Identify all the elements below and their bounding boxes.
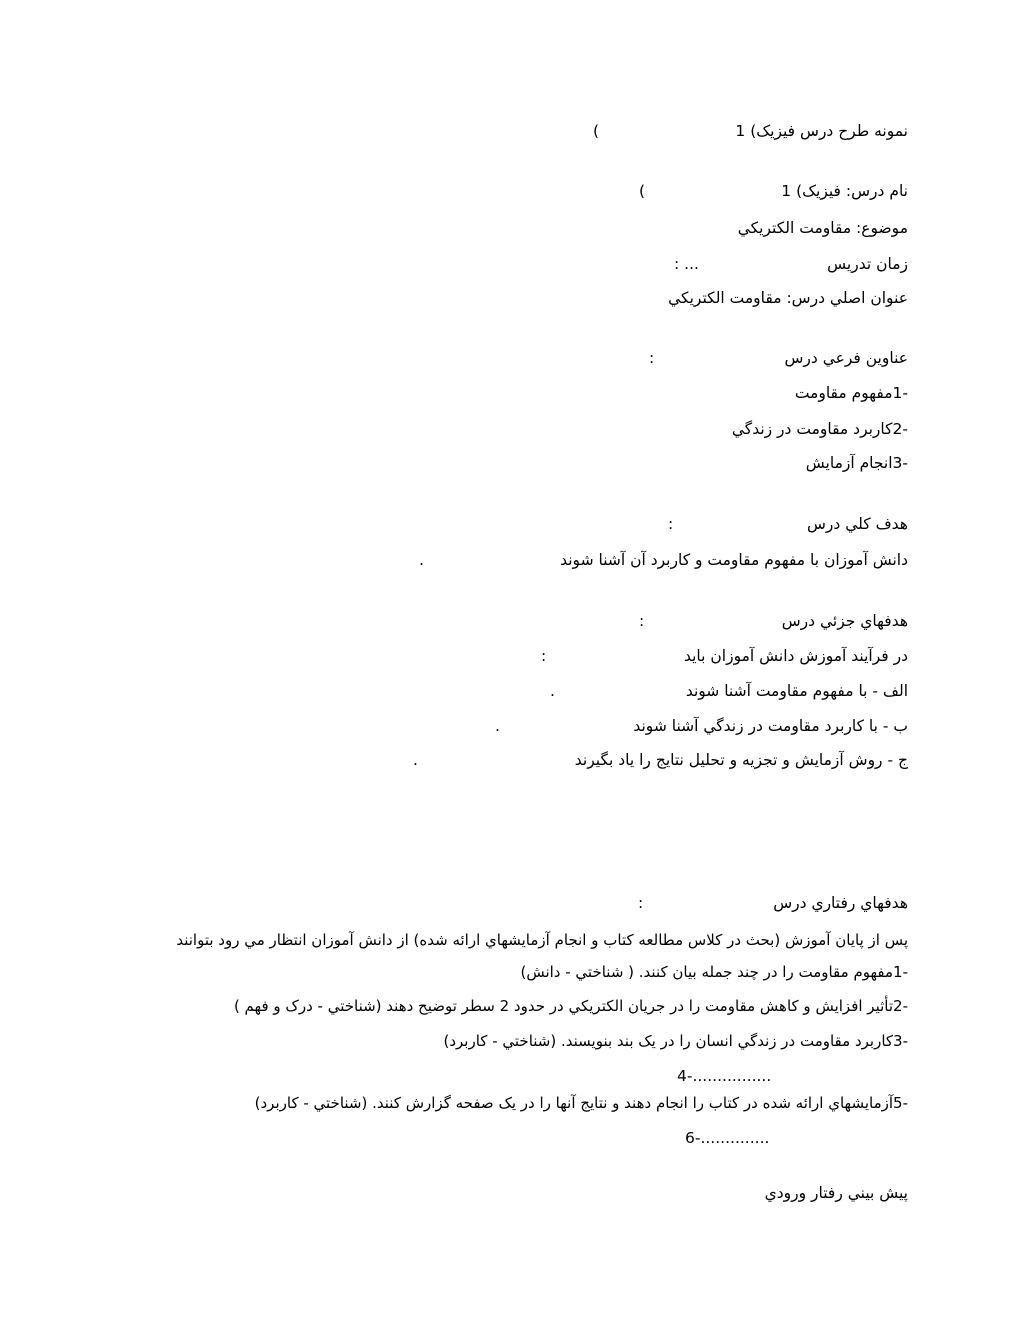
general-goal-heading: هدف کلي درس (807, 515, 908, 533)
partial-goals-intro-colon: : (541, 647, 547, 665)
teaching-time-label: زمان تدریس (827, 255, 908, 273)
partial-goal-period: . (550, 682, 555, 700)
behavioral-goal-item: -2تأثیر افزایش و کاهش مقاومت را در جریان الکتریکي در حدود 2 سطر توضیح دهند (شناختي - درک و فهم ) (233, 997, 908, 1015)
teaching-time-value: ... : (674, 255, 699, 273)
partial-goals-colon: : (639, 612, 645, 630)
course-name-paren: ( (639, 182, 646, 200)
partial-goals-heading: هدفهاي جزئي درس (781, 612, 908, 630)
subtitle-item: -1مفهوم مقاومت (794, 384, 908, 402)
subtitles-heading: عناوین فرعي درس (784, 349, 908, 367)
subtitles-colon: : (649, 349, 655, 367)
behavioral-goal-item: 6-.............. (685, 1129, 770, 1147)
behavioral-goals-heading: هدفهاي رفتاري درس (773, 894, 908, 912)
topic: موضوع: مقاومت الکتریکي (737, 219, 908, 237)
entry-behavior-heading: پیش بیني رفتار ورودي (764, 1184, 908, 1202)
course-name: نام درس: فیزیک) 1 (781, 182, 908, 200)
partial-goals-intro: در فرآیند آموزش دانش آموزان باید (683, 647, 908, 665)
partial-goal-item: ب - با کاربرد مقاومت در زندگي آشنا شوند (633, 717, 908, 735)
partial-goal-item: ج - روش آزمایش و تجزیه و تحلیل نتایج را یاد بگیرند (574, 751, 908, 769)
document-title: نمونه طرح درس فیزیک) 1 (735, 122, 908, 140)
partial-goal-item: الف - با مفهوم مقاومت آشنا شوند (685, 682, 908, 700)
partial-goal-period: . (413, 751, 418, 769)
behavioral-goal-item: -1مفهوم مقاومت را در چند جمله بیان کنند. ( شناختي - دانش) (520, 963, 908, 981)
behavioral-goal-item: -5آزمایشهاي ارائه شده در کتاب را انجام دهند و نتایج آنها را در یک صفحه گزارش کنند. (شناختي - کاربرد) (254, 1094, 908, 1112)
general-goal-colon: : (668, 515, 674, 533)
general-goal-period: . (419, 551, 424, 569)
title-paren: ( (593, 122, 600, 140)
behavioral-goal-item: 4-................ (677, 1067, 772, 1085)
general-goal-text: دانش آموزان با مفهوم مقاومت و کاربرد آن آشنا شوند (560, 551, 908, 569)
partial-goal-period: . (495, 717, 500, 735)
behavioral-goals-intro: پس از پایان آموزش (بحث در کلاس مطالعه کتاب و انجام آزمایشهاي ارائه شده) از دانش آموزان انتظار مي رود بتوانند (176, 931, 908, 949)
subtitle-item: -2کاربرد مقاومت در زندگي (731, 420, 908, 438)
subtitle-item: -3انجام آزمایش (805, 454, 908, 472)
main-title: عنوان اصلي درس: مقاومت الکتریکي (668, 289, 908, 307)
behavioral-goal-item: -3کاربرد مقاومت در زندگي انسان را در یک بند بنویسند. (شناختي - کاربرد) (443, 1032, 908, 1050)
behavioral-goals-colon: : (638, 894, 644, 912)
